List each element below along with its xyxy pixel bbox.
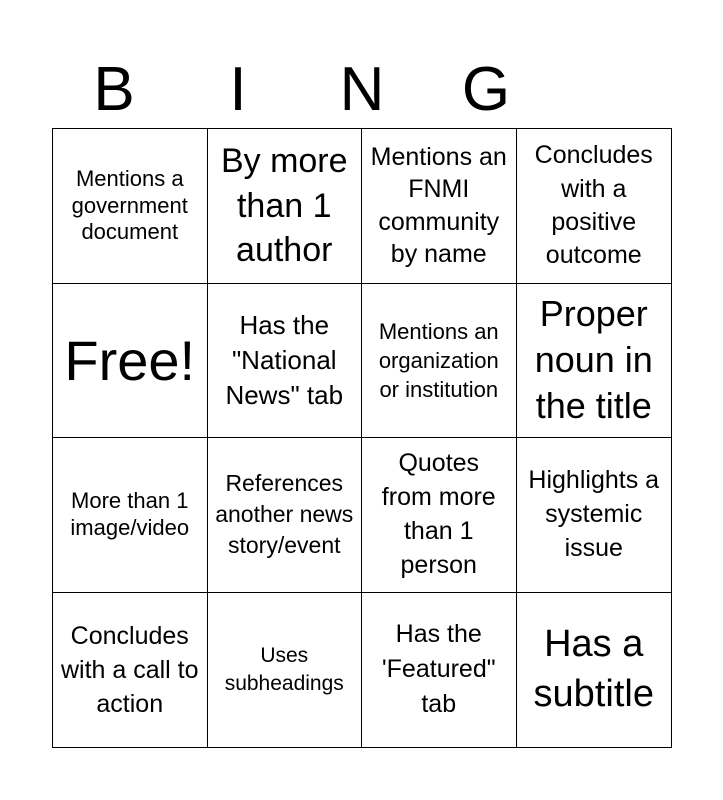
cell-text: Free! — [64, 328, 196, 392]
cell-text: Mentions an FNMI community by name — [370, 142, 507, 269]
cell-text: Has a subtitle — [533, 623, 654, 715]
cell-text: Quotes from more than 1 person — [381, 449, 496, 579]
bingo-cell-r3c4[interactable] — [517, 438, 672, 593]
cell-text: Mentions a government document — [71, 166, 188, 244]
cell-text: Has the 'Featured" tab — [381, 620, 496, 719]
header-letter-i: I — [229, 55, 247, 124]
bingo-cell-r1c2[interactable] — [208, 129, 363, 284]
cell-text: Highlights a systemic issue — [528, 466, 660, 562]
bingo-header — [52, 52, 672, 128]
bingo-cell-r1c3[interactable] — [362, 129, 517, 284]
header-letter-g: G — [461, 55, 511, 124]
bingo-cell-r3c1[interactable] — [53, 438, 208, 593]
bingo-cell-r3c3[interactable] — [362, 438, 517, 593]
bingo-cell-r4c3[interactable] — [362, 593, 517, 748]
bingo-cell-r3c2[interactable] — [208, 438, 363, 593]
bingo-cell-r2c2[interactable] — [208, 284, 363, 439]
bingo-cell-free[interactable] — [53, 284, 208, 439]
cell-text: Proper noun in the title — [534, 293, 653, 427]
cell-text: Concludes with a positive outcome — [534, 141, 653, 269]
header-letter-o — [548, 52, 672, 128]
header-letter-b: B — [93, 55, 135, 124]
cell-text: Concludes with a call to action — [60, 621, 199, 718]
bingo-cell-r2c4[interactable] — [517, 284, 672, 439]
bingo-cell-r1c1[interactable] — [53, 129, 208, 284]
cell-text: Mentions an organization or institution — [378, 318, 499, 402]
bingo-board — [52, 128, 672, 748]
cell-text: Uses subheadings — [224, 644, 344, 695]
cell-text: References another news story/event — [215, 470, 354, 559]
bingo-cell-r2c3[interactable] — [362, 284, 517, 439]
cell-text: Has the "National News" tab — [225, 309, 344, 410]
bingo-cell-r4c2[interactable] — [208, 593, 363, 748]
bingo-cell-r4c1[interactable] — [53, 593, 208, 748]
cell-text: By more than 1 author — [220, 142, 348, 269]
cell-text: More than 1 image/video — [70, 488, 190, 540]
bingo-cell-r1c4[interactable] — [517, 129, 672, 284]
bingo-cell-r4c4[interactable] — [517, 593, 672, 748]
header-letter-n: N — [339, 55, 385, 124]
